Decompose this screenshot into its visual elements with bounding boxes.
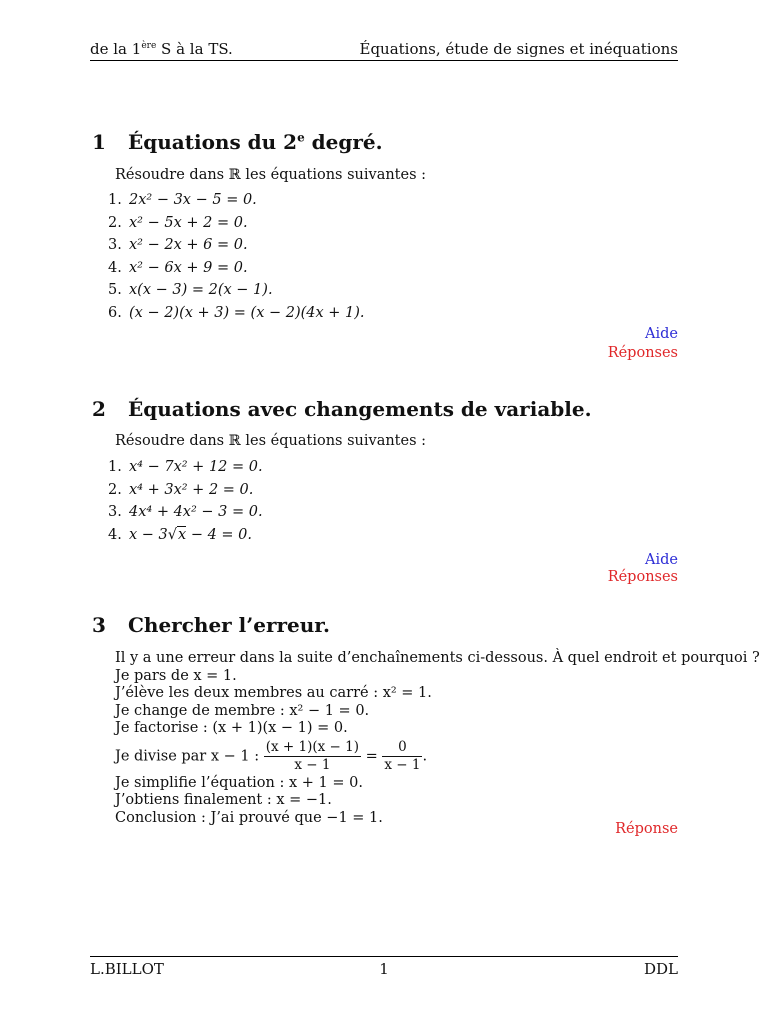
text-line: Je simplifie l’équation : x + 1 = 0.	[115, 774, 363, 791]
text-line: Je pars de x = 1.	[115, 667, 237, 684]
list-item: 5. x(x − 3) = 2(x − 1).	[108, 282, 273, 298]
header-left: de la 1ère S à la TS.	[90, 40, 233, 58]
header-rule	[90, 60, 678, 61]
list-item: 3. x² − 2x + 6 = 0.	[108, 237, 248, 253]
section-3-answer-link[interactable]: Réponse	[615, 821, 678, 837]
section-2-answers-link[interactable]: Réponses	[607, 569, 678, 585]
section-3-text	[115, 650, 760, 827]
section-1-answers-link[interactable]: Réponses	[607, 345, 678, 361]
list-item: 1. x⁴ − 7x² + 12 = 0.	[108, 459, 263, 475]
list-item: 4. x² − 6x + 9 = 0.	[108, 259, 248, 276]
section-1-equations	[108, 189, 365, 324]
text-line: Je change de membre : x² − 1 = 0.	[115, 702, 370, 719]
fraction: $\frac{0}{x - 1}$	[384, 738, 421, 773]
text-line: Il y a une erreur dans la suite d’enchaînements ci-dessous. À quel endroit et pourquoi ?	[115, 650, 760, 666]
section-2-title: 2 Équations avec changements de variable.	[92, 397, 592, 421]
list-item: 3. 4x⁴ + 4x² − 3 = 0.	[108, 504, 263, 520]
list-item: 4. x − 3√x − 4 = 0.	[108, 526, 253, 543]
text-line-division: Je divise par x − 1 : $\frac{(x + 1)(x - 1)}{x - 1}$ = $\frac{0}{x - 1}$ .	[115, 738, 428, 773]
list-item: 2. x² − 5x + 2 = 0.	[108, 214, 248, 231]
footer-author: L.BILLOT	[90, 960, 164, 978]
footer-right: DDL	[643, 960, 678, 978]
list-item: 1. 2x² − 3x − 5 = 0.	[108, 192, 257, 208]
section-3-title: 3 Chercher l’erreur.	[92, 613, 330, 637]
fraction: $\frac{(x + 1)(x - 1)}{x - 1}$	[265, 738, 359, 773]
section-2-intro: Résoudre dans ℝ les équations suivantes :	[115, 433, 427, 449]
list-item: 2. x⁴ + 3x² + 2 = 0.	[108, 481, 254, 498]
section-1-help-link[interactable]: Aide	[645, 326, 678, 342]
footer-rule	[90, 956, 678, 957]
section-2-equations	[108, 456, 263, 546]
text-line: J’obtiens finalement : x = −1.	[115, 792, 332, 808]
page-number: 1	[379, 960, 389, 978]
text-line: J’élève les deux membres au carré : x² = 1.	[115, 685, 432, 701]
text-line: Je factorise : (x + 1)(x − 1) = 0.	[115, 720, 348, 736]
section-2-help-link[interactable]: Aide	[645, 552, 678, 568]
text-line: Conclusion : J’ai prouvé que −1 = 1.	[115, 809, 383, 826]
section-1-title: 1 Équations du 2e degré.	[92, 130, 383, 154]
list-item: 6. (x − 2)(x + 3) = (x − 2)(4x + 1).	[108, 304, 365, 321]
section-1-intro: Résoudre dans ℝ les équations suivantes :	[115, 167, 427, 183]
header-right: Équations, étude de signes et inéquations	[359, 40, 678, 58]
